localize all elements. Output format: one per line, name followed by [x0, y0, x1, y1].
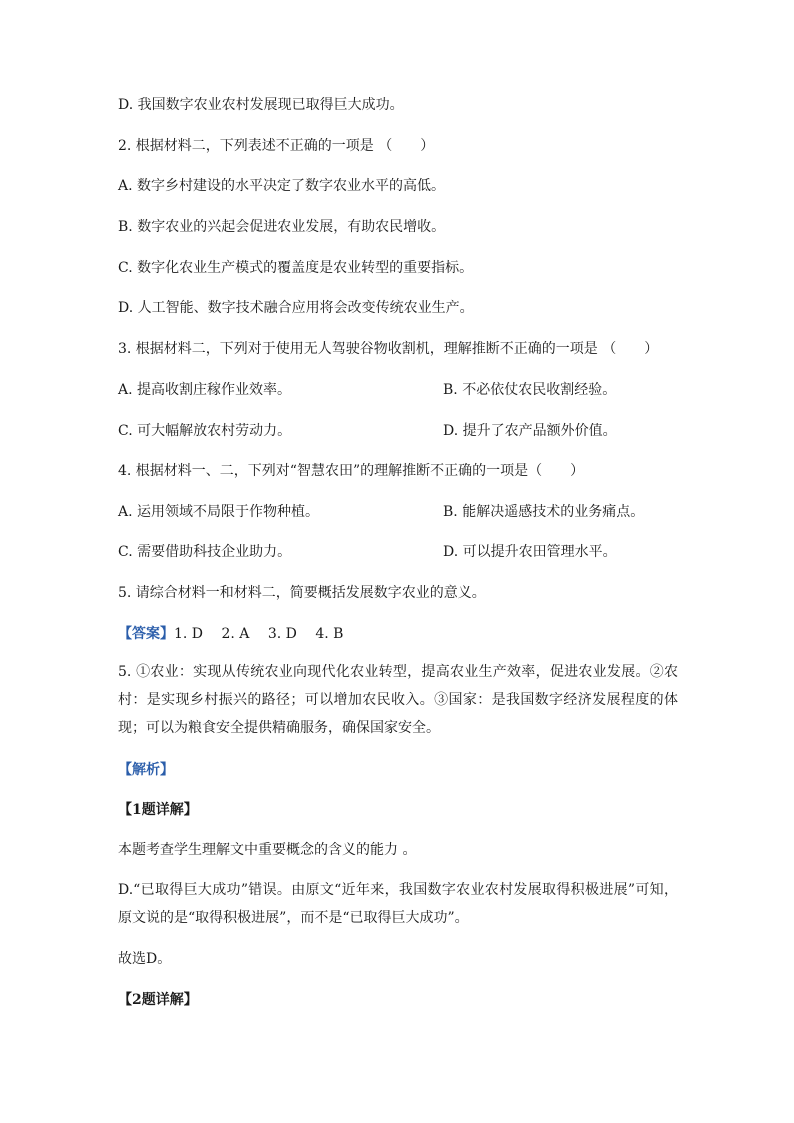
q2-option-d: D. 人工智能、数字技术融合应用将会改变传统农业生产。 — [118, 300, 474, 316]
detail-1-tag: 【1题详解】 — [118, 802, 198, 818]
q3-option-c: C. 可大幅解放农村劳动力。 — [118, 423, 292, 439]
answer-text: 1. D 2. A 3. D 4. B — [174, 626, 344, 642]
answer-5-paragraph: 5. ①农业：实现从传统农业向现代化农业转型，提高农业生产效率，促进农业发展。②农村：是实现乡村振兴的路径；可以增加农民收入。③国家：是我国数字经济发展程度的体现；可以为粮食安全提供精确服务，确保国家安全。 — [118, 664, 678, 736]
detail-2-tag: 【2题详解】 — [118, 992, 198, 1008]
answer-tag: 【答案】 — [118, 626, 174, 642]
q2-option-c: C. 数字化农业生产模式的覆盖度是农业转型的重要指标。 — [118, 260, 474, 276]
detail-1-text: 本题考查学生理解文中重要概念的含义的能力 。 — [118, 842, 417, 858]
q4-option-a: A. 运用领域不局限于作物种植。 — [118, 504, 320, 520]
answer-row — [118, 625, 343, 643]
q3-option-a: A. 提高收割庄稼作业效率。 — [118, 382, 292, 398]
question-4: 4. 根据材料一、二，下列对“智慧农田”的理解推断不正确的一项是（ ） — [118, 463, 585, 479]
question-5: 5. 请综合材料一和材料二，简要概括发展数字农业的意义。 — [118, 585, 486, 601]
q3-option-d: D. 提升了农产品额外价值。 — [443, 423, 617, 439]
q2-option-a: A. 数字乡村建设的水平决定了数字农业水平的高低。 — [118, 178, 446, 194]
question-3: 3. 根据材料二，下列对于使用无人驾驶谷物收割机，理解推断不正确的一项是 （ ） — [118, 341, 659, 357]
q4-option-d: D. 可以提升农田管理水平。 — [443, 544, 617, 560]
analysis-tag: 【解析】 — [118, 762, 174, 778]
q2-option-b: B. 数字农业的兴起会促进农业发展，有助农民增收。 — [118, 219, 446, 235]
detail-1-choice: 故选D。 — [118, 951, 172, 967]
q1-option-d: D. 我国数字农业农村发展现已取得巨大成功。 — [118, 97, 404, 113]
q4-option-c: C. 需要借助科技企业助力。 — [118, 544, 292, 560]
question-2: 2. 根据材料二，下列表述不正确的一项是 （ ） — [118, 138, 435, 154]
q3-option-b: B. 不必依仗农民收割经验。 — [443, 382, 617, 398]
detail-1-explanation: D.“已取得巨大成功”错误。由原文“近年来，我国数字农业农村发展取得积极进展”可知，原文说的是“取得积极进展”，而不是“已取得巨大成功”。 — [118, 882, 678, 926]
q4-option-b: B. 能解决遥感技术的业务痛点。 — [443, 504, 645, 520]
